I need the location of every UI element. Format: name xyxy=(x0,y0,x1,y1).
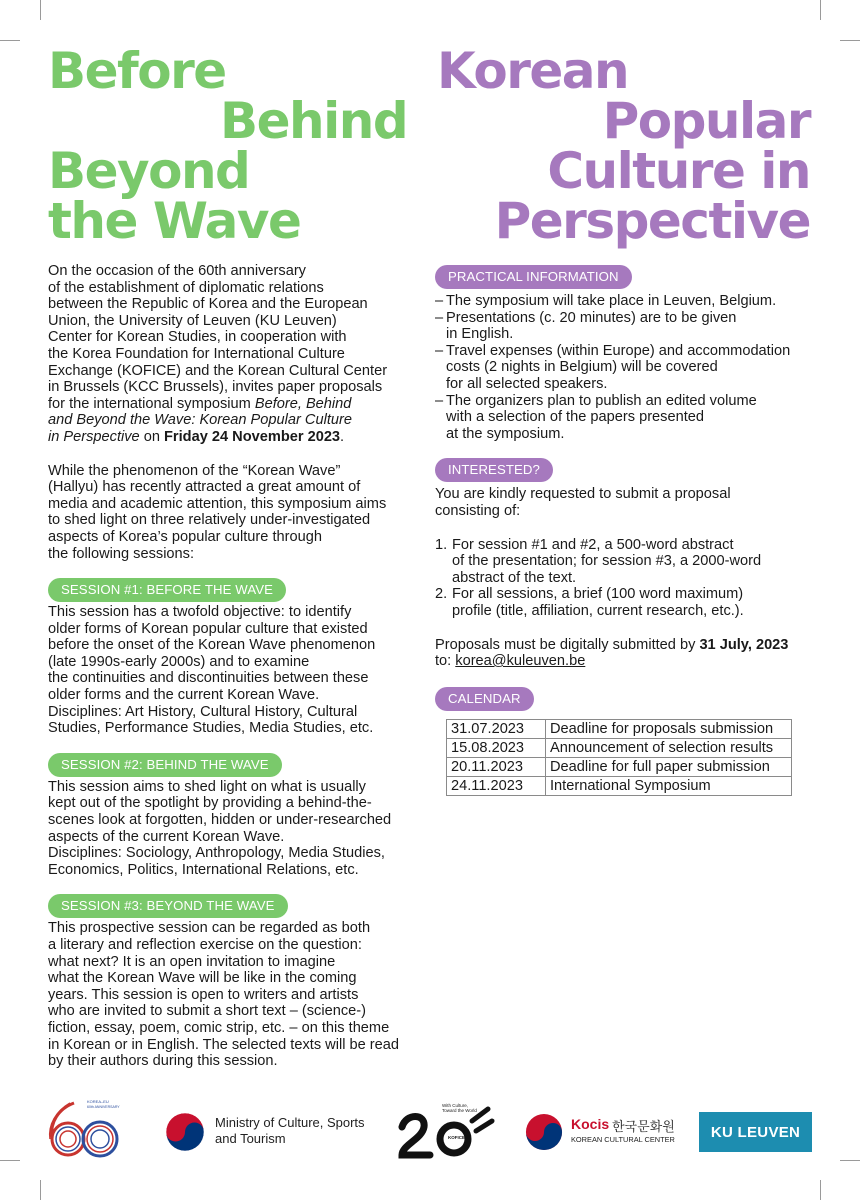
submission-deadline xyxy=(435,637,820,670)
kocis-korean-name: 한국문화원 xyxy=(612,1119,675,1134)
ministry-logo xyxy=(165,1110,385,1154)
intro-line: between the Republic of Korea and the European xyxy=(48,296,368,313)
table-row xyxy=(447,776,792,795)
sessions-intro-paragraph xyxy=(48,463,423,563)
text-line: Travel expenses (within Europe) and accommodation xyxy=(446,342,791,359)
calendar-date: 15.08.2023 xyxy=(447,738,546,757)
calendar-table xyxy=(446,719,792,796)
right-column xyxy=(435,265,820,796)
text-line: for all selected speakers. xyxy=(446,375,608,392)
session-1-heading-wrap xyxy=(48,578,423,602)
title-beyond: Beyond xyxy=(48,142,250,200)
text-line: before the onset of the Korean Wave phenomenon xyxy=(48,637,376,654)
text-line: older forms of Korean popular culture that existed xyxy=(48,620,368,637)
title-behind: Behind xyxy=(220,92,408,150)
session-1-description xyxy=(48,604,423,737)
text-line: (late 1990s-early 2000s) and to examine xyxy=(48,653,310,670)
kofice-tagline-line: With Culture, xyxy=(442,1103,469,1108)
crop-mark xyxy=(0,40,20,41)
kocis-english-name: KOREAN CULTURAL CENTER xyxy=(571,1135,675,1144)
text-line: in Korean or in English. The selected texts will be read xyxy=(48,1036,399,1053)
ku-leuven-logo: KU LEUVEN xyxy=(699,1112,812,1152)
calendar-date: 31.07.2023 xyxy=(447,719,546,738)
text-line: This prospective session can be regarded as both xyxy=(48,920,371,937)
intro-line: in Brussels (KCC Brussels), invites paper proposals xyxy=(48,379,383,396)
intro-line: Union, the University of Leuven (KU Leuven) xyxy=(48,312,337,329)
text-line: what the Korean Wave will be like in the coming xyxy=(48,970,357,987)
deadline-date: 31 July, 2023 xyxy=(699,636,789,653)
text-line: the following sessions: xyxy=(48,545,195,562)
text-line: with a selection of the papers presented xyxy=(446,409,704,426)
korea-eu-60th-logo xyxy=(44,1097,126,1161)
list-item xyxy=(435,393,820,443)
intro-line: the Korea Foundation for International Culture xyxy=(48,345,345,362)
intro-line: of the establishment of diplomatic relations xyxy=(48,279,324,296)
session-3-heading: SESSION #3: BEYOND THE WAVE xyxy=(48,894,288,918)
text-line: Proposals must be digitally submitted by xyxy=(435,636,700,653)
anniversary-label: 60th ANNIVERSARY xyxy=(87,1105,120,1109)
list-item xyxy=(435,310,820,343)
intro-line: Center for Korean Studies, in cooperation with xyxy=(48,329,347,346)
intro-line: Exchange (KOFICE) and the Korean Cultural Center xyxy=(48,362,388,379)
crop-mark xyxy=(820,0,821,20)
symposium-title-part: and Beyond the Wave: Korean Popular Culture xyxy=(48,412,352,429)
text-line: abstract of the text. xyxy=(452,569,577,586)
email-link[interactable]: korea@kuleuven.be xyxy=(455,653,586,670)
crop-mark xyxy=(0,1160,20,1161)
kofice-logo xyxy=(396,1101,496,1163)
text-line: of the presentation; for session #3, a 2000-word xyxy=(452,553,762,570)
crop-mark xyxy=(820,1180,821,1200)
title-culture-in: Culture in xyxy=(547,142,810,200)
session-2-description xyxy=(48,779,423,879)
intro-line: . xyxy=(340,428,345,445)
text-line: This session aims to shed light on what is usually xyxy=(48,778,366,795)
practical-heading-wrap xyxy=(435,265,820,289)
text-line: You are kindly requested to submit a proposal xyxy=(435,486,731,503)
text-line: older forms and the current Korean Wave. xyxy=(48,687,320,704)
text-line: profile (title, affiliation, current research, etc.). xyxy=(452,602,744,619)
ministry-name-line: and Tourism xyxy=(215,1131,286,1146)
text-line: Presentations (c. 20 minutes) are to be given xyxy=(446,309,737,326)
list-number: 1. xyxy=(435,536,448,553)
kocis-logo xyxy=(525,1110,685,1154)
ministry-name-line: Ministry of Culture, Sports xyxy=(215,1115,365,1130)
text-line: consisting of: xyxy=(435,502,521,519)
text-line: Disciplines: Sociology, Anthropology, Media Studies, xyxy=(48,845,385,862)
interested-heading-wrap xyxy=(435,458,820,482)
text-line: a literary and reflection exercise on the question: xyxy=(48,937,362,953)
kocis-wordmark: Kocis xyxy=(571,1116,610,1132)
calendar-event: International Symposium xyxy=(546,776,792,795)
session-1-heading: SESSION #1: BEFORE THE WAVE xyxy=(48,578,286,602)
title-korean: Korean xyxy=(437,42,629,100)
left-column xyxy=(48,263,423,1070)
practical-info-list xyxy=(435,293,820,442)
interested-intro xyxy=(435,486,820,519)
text-line: costs (2 nights in Belgium) will be covered xyxy=(446,359,718,376)
calendar-heading: CALENDAR xyxy=(435,687,534,711)
calendar-date: 24.11.2023 xyxy=(447,776,546,795)
text-line: to shed light on three relatively under-investigated xyxy=(48,512,371,529)
intro-line: on xyxy=(139,428,165,445)
text-line: The symposium will take place in Leuven, Belgium. xyxy=(446,293,777,309)
title-popular: Popular xyxy=(602,92,810,150)
practical-info-heading: PRACTICAL INFORMATION xyxy=(435,265,632,289)
calendar-event: Deadline for proposals submission xyxy=(546,719,792,738)
crop-mark xyxy=(40,1180,41,1200)
calendar-date: 20.11.2023 xyxy=(447,757,546,776)
list-item xyxy=(435,537,820,587)
text-line: kept out of the spotlight by providing a behind-the- xyxy=(48,795,372,812)
text-line: in English. xyxy=(446,326,514,343)
title-perspective: Perspective xyxy=(494,192,810,250)
calendar-event: Announcement of selection results xyxy=(546,738,792,757)
korea-eu-label: KOREA–EU xyxy=(87,1099,109,1104)
table-row xyxy=(447,719,792,738)
text-line: what next? It is an open invitation to imagine xyxy=(48,953,336,970)
kofice-label: KOFICE xyxy=(448,1135,466,1140)
text-line: to: xyxy=(435,653,456,670)
calendar-event: Deadline for full paper submission xyxy=(546,757,792,776)
text-line: For all sessions, a brief (100 word maximum) xyxy=(452,586,744,603)
text-line: years. This session is open to writers and artists xyxy=(48,986,359,1003)
text-line: The organizers plan to publish an edited volume xyxy=(446,392,757,409)
symposium-title-part: in Perspective xyxy=(48,428,140,445)
text-line: This session has a twofold objective: to identify xyxy=(48,604,352,621)
interested-heading: INTERESTED? xyxy=(435,458,553,482)
ministry-name xyxy=(215,1115,365,1147)
crop-mark xyxy=(840,40,860,41)
intro-line: On the occasion of the 60th anniversary xyxy=(48,263,306,279)
list-item xyxy=(435,343,820,393)
text-line: media and academic attention, this symposium aims xyxy=(48,495,387,512)
crop-mark xyxy=(840,1160,860,1161)
session-2-heading-wrap xyxy=(48,753,423,777)
requirements-list xyxy=(435,537,820,620)
text-line: who are invited to submit a short text – (science-) xyxy=(48,1003,366,1020)
text-line: by their authors during this session. xyxy=(48,1053,278,1070)
list-item xyxy=(435,293,820,310)
calendar-heading-wrap xyxy=(435,687,820,711)
text-line: aspects of the current Korean Wave. xyxy=(48,828,285,845)
intro-line: for the international symposium xyxy=(48,395,255,412)
symposium-date: Friday 24 November 2023 xyxy=(164,428,341,445)
kofice-tagline-line: Toward the World xyxy=(442,1108,477,1113)
text-line: aspects of Korea’s popular culture through xyxy=(48,528,322,545)
taegeuk-icon xyxy=(165,1112,205,1152)
text-line: fiction, essay, poem, comic strip, etc. – on this theme xyxy=(48,1019,390,1036)
title-the-wave: the Wave xyxy=(48,192,301,250)
text-line: (Hallyu) has recently attracted a great amount of xyxy=(48,479,361,496)
text-line: For session #1 and #2, a 500-word abstract xyxy=(452,536,734,553)
intro-paragraph xyxy=(48,263,423,446)
crop-mark xyxy=(40,0,41,20)
text-line: Studies, Performance Studies, Media Studies, etc. xyxy=(48,720,374,737)
text-line: the continuities and discontinuities between these xyxy=(48,670,369,687)
table-row xyxy=(447,738,792,757)
list-number: 2. xyxy=(435,586,448,603)
text-line: scenes look at forgotten, hidden or under-researched xyxy=(48,812,392,829)
table-row xyxy=(447,757,792,776)
text-line: at the symposium. xyxy=(446,425,565,442)
taegeuk-icon xyxy=(525,1113,563,1151)
text-line: Economics, Politics, International Relations, etc. xyxy=(48,861,359,878)
session-3-heading-wrap xyxy=(48,894,423,918)
symposium-title-part: Before, Behind xyxy=(254,395,352,412)
text-line: Disciplines: Art History, Cultural History, Cultural xyxy=(48,703,358,720)
session-3-description xyxy=(48,920,423,1069)
text-line: While the phenomenon of the “Korean Wave” xyxy=(48,462,341,479)
kofice-tagline xyxy=(442,1103,477,1113)
title-before: Before xyxy=(48,42,226,100)
list-item xyxy=(435,586,820,619)
session-2-heading: SESSION #2: BEHIND THE WAVE xyxy=(48,753,282,777)
